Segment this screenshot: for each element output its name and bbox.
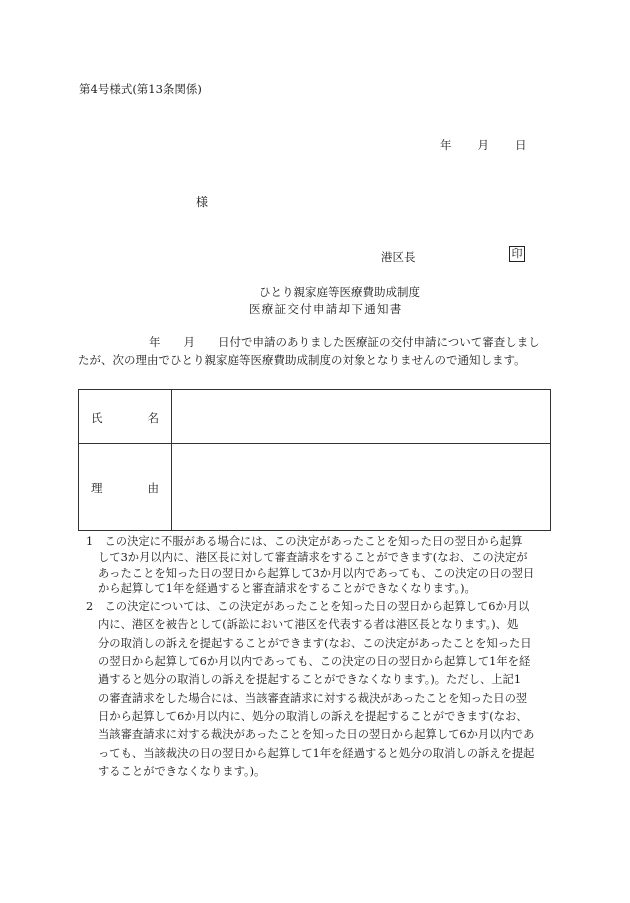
form-number: 第4号様式(第13条関係): [79, 82, 202, 96]
note-1-line: あったことを知った日の翌日から起算して3か月以内であっても、この決定の日の翌日: [98, 566, 535, 580]
date-day: 日: [515, 138, 527, 152]
document-title-line2: 医療証交付申請却下通知書: [249, 302, 403, 316]
name-label: 氏 名: [91, 411, 159, 425]
note-1-line: 1 この決定に不服がある場合には、この決定があったことを知った日の翌日から起算: [86, 535, 523, 548]
document-title-line1: ひとり親家庭等医療費助成制度: [259, 285, 420, 299]
note-2-line: の審査請求をした場合には、当該審査請求に対する裁決があったことを知った日の翌: [98, 691, 528, 705]
note-2-line: 過すると処分の取消しの訴えを提起することができなくなります。)。ただし、上記1: [98, 673, 522, 687]
date-month: 月: [477, 138, 489, 152]
note-1-line: から起算して1年を経過すると審査請求をすることができなくなります。)。: [98, 582, 476, 596]
name-row: [79, 390, 550, 444]
note-2-line: することができなくなります。)。: [98, 764, 266, 778]
info-table: [78, 389, 551, 531]
date-line: [440, 137, 527, 153]
body-paragraph: [78, 333, 554, 369]
note-2-line: 2 この決定については、この決定があったことを知った日の翌日から起算して6か月以: [86, 600, 530, 614]
reason-label: 理 由: [91, 481, 159, 495]
note-2-line: っても、当該裁決の日の翌日から起算して1年を経過すると処分の取消しの訴えを提起: [98, 746, 535, 760]
note-2-line: 内に、港区を被告として(訴訟において港区を代表する者は港区長となります。)、処: [98, 618, 519, 632]
date-year: 年: [440, 138, 452, 152]
note-1-line: して3か月以内に、港区長に対して審査請求をすることができます(なお、この決定が: [98, 550, 528, 564]
body-line-1: 年 月 日付で申請のありました医療証の交付申請について審査しまし: [149, 335, 540, 349]
table-column-divider: [171, 390, 172, 530]
addressee-suffix: 様: [196, 195, 209, 209]
seal-box: 印: [509, 246, 525, 262]
reason-row: [79, 444, 550, 530]
note-2-line: 当該審査請求に対する裁決があったことを知った日の翌日から起算して6か月以内であ: [98, 728, 535, 742]
body-line-2: たが、次の理由でひとり親家庭等医療費助成制度の対象となりませんので通知します。: [78, 353, 526, 367]
note-2: [86, 598, 552, 781]
note-2-line: 日から起算して6か月以内に、処分の取消しの訴えを提起することができます(なお、: [98, 709, 528, 723]
note-1: [86, 534, 552, 597]
note-2-line: の翌日から起算して6か月以内であっても、この決定の日の翌日から起算して1年を経: [98, 655, 531, 669]
notes: [86, 534, 552, 781]
issuer-name: 港区長: [381, 250, 416, 264]
note-2-line: 分の取消しの訴えを提起することができます(なお、この決定があったことを知った日: [98, 636, 532, 650]
